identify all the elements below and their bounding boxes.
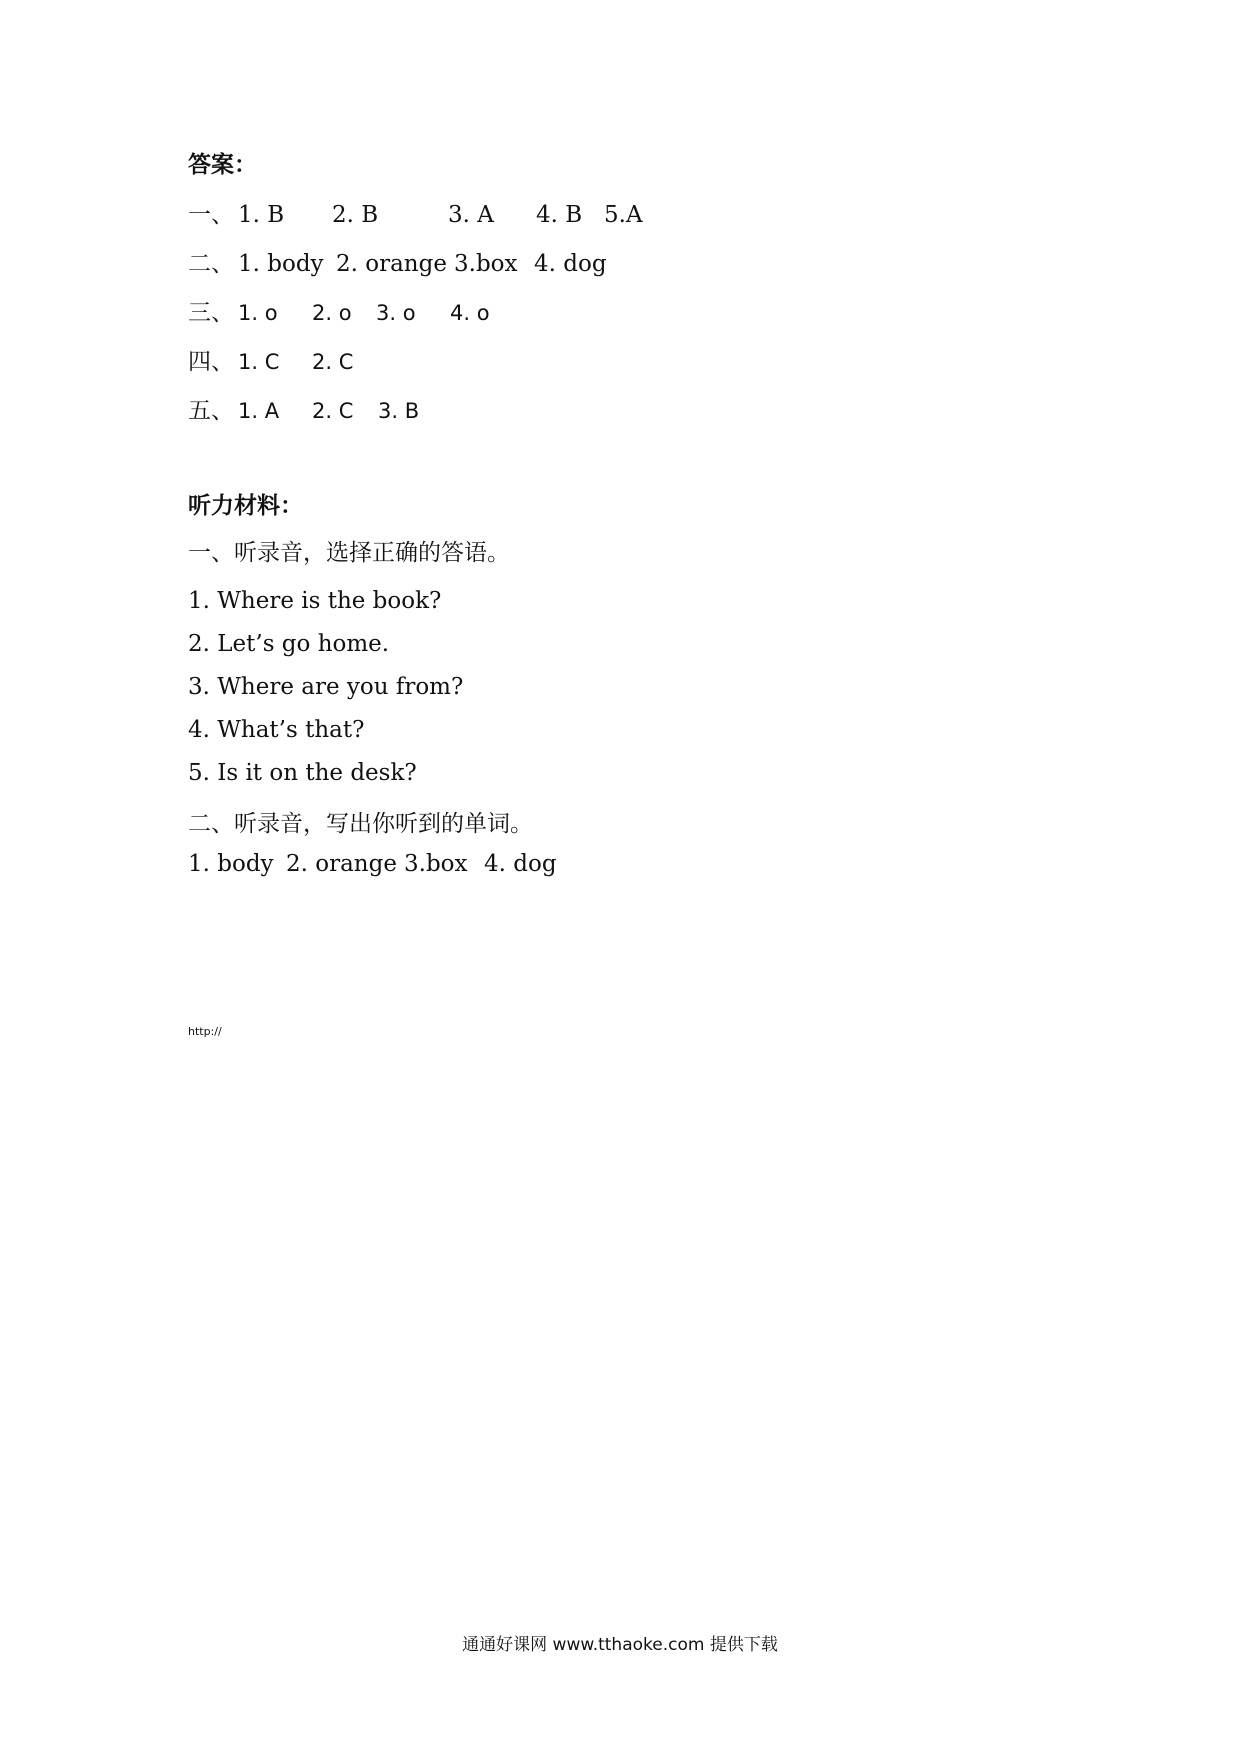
answer-row-5 [188,396,888,426]
listening-word: 4. dog [484,851,557,877]
answer-row-label: 三、 [188,300,234,326]
answers-heading: 答案： [188,152,257,178]
answer-item: 1. o [238,301,278,325]
answer-row-3 [188,298,888,328]
answer-item: 3. o [376,301,416,325]
listening-line: 2. Let’s go home. [188,631,390,657]
answer-item: 2. o [312,301,352,325]
answer-item: 4. o [450,301,490,325]
answer-item: 5.A [604,202,643,228]
listening-line: 3. Where are you from? [188,674,464,700]
listening-section-2-title: 二、听录音，写出你听到的单词。 [188,811,533,837]
answer-item: 2. C [312,350,354,374]
listening-words-row [188,849,888,879]
answer-item: 2. orange [336,251,447,277]
listening-line: 1. Where is the book? [188,588,442,614]
listening-word: 2. orange [286,851,397,877]
answer-row-4 [188,347,888,377]
answer-item: 3. A [448,202,494,228]
answer-row-label: 五、 [188,398,234,424]
answer-row-2 [188,249,888,279]
listening-word: 1. body [188,851,274,877]
answer-item: 2. C [312,399,354,423]
answer-item: 3. B [378,399,420,423]
listening-heading: 听力材料： [188,493,303,519]
listening-line: 5. Is it on the desk? [188,760,417,786]
answer-item: 1. A [238,399,280,423]
answer-item: 3.box [454,251,518,277]
listening-word: 3.box [404,851,468,877]
answer-item: 4. B [536,202,583,228]
answer-row-label: 二、 [188,251,234,277]
answer-item: 1. C [238,350,280,374]
answer-item: 1. body [238,251,324,277]
answer-item: 1. B [238,202,285,228]
url-text: http:// [188,1025,222,1038]
answer-item: 4. dog [534,251,607,277]
footer-text: 通通好课网 www.tthaoke.com 提供下载 [462,1635,778,1655]
answer-row-1 [188,200,888,230]
listening-line: 4. What’s that? [188,717,365,743]
answer-item: 2. B [332,202,379,228]
listening-section-1-title: 一、听录音，选择正确的答语。 [188,540,510,566]
answer-row-label: 四、 [188,349,234,375]
answer-row-label: 一、 [188,202,234,228]
